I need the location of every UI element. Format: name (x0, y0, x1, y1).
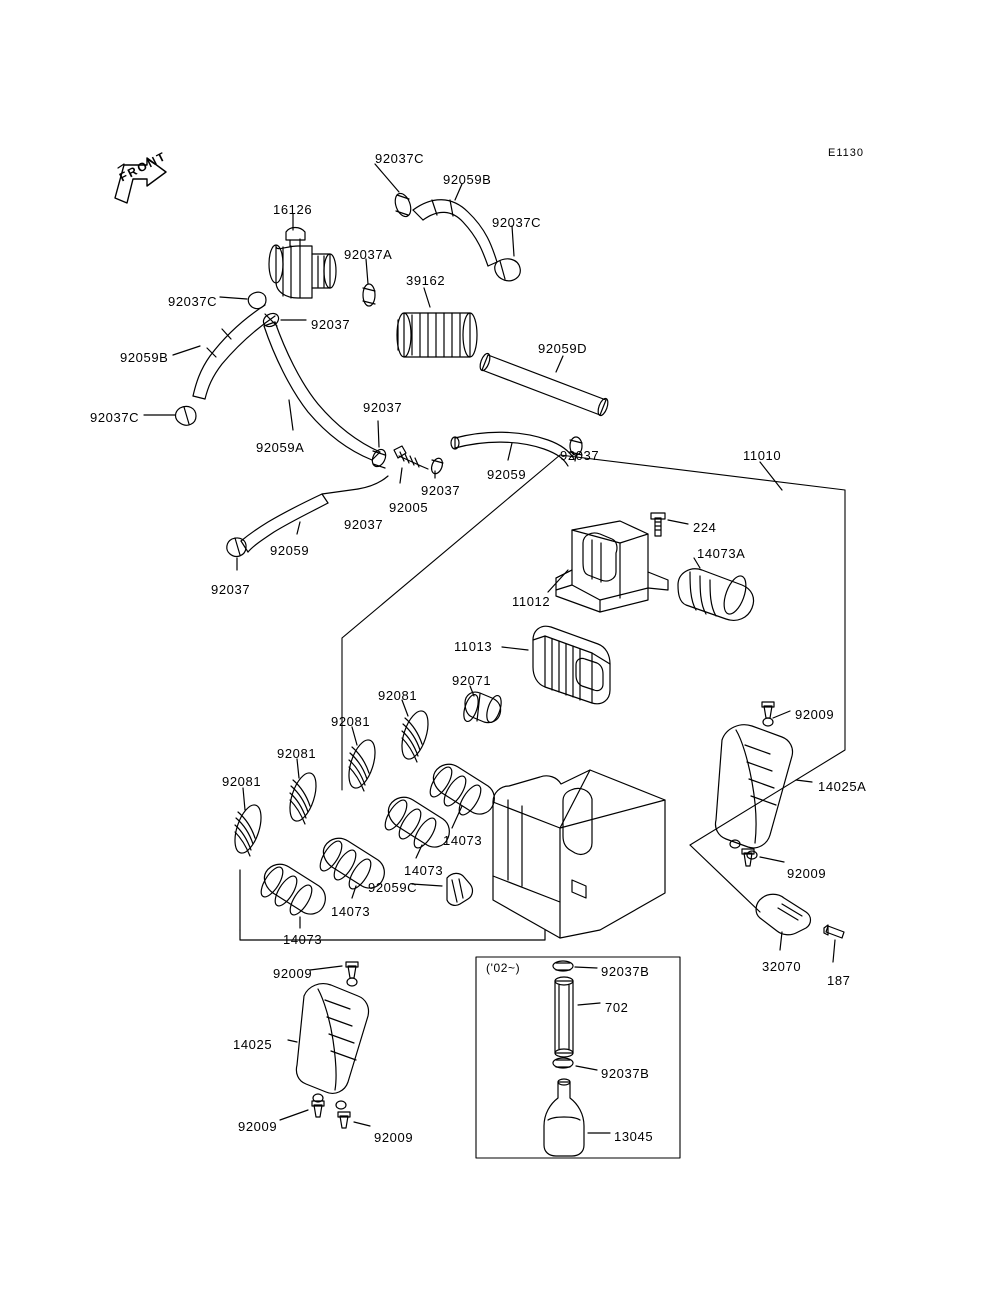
part-label: 92005 (389, 500, 429, 515)
part-label: 92009 (787, 866, 827, 881)
part-label: 702 (605, 1000, 629, 1015)
part-label: 92037 (363, 400, 403, 415)
part-92037C-top (392, 191, 413, 218)
part-92081-spring-2 (344, 737, 380, 791)
part-92059-right-hose (451, 432, 574, 466)
part-11013-filter (533, 626, 610, 704)
year-note-label: ('02~) (486, 961, 521, 975)
part-label: 13045 (614, 1129, 654, 1144)
part-92081-spring-1 (397, 708, 433, 762)
part-label: 92081 (222, 774, 262, 789)
part-92037C-bottomleft (176, 406, 197, 425)
part-92059D-hose (478, 352, 610, 417)
part-14073-duct-d (257, 864, 325, 918)
part-92037-bottom-plug (227, 538, 246, 556)
part-label: 39162 (406, 273, 446, 288)
part-11010-housing (493, 770, 665, 938)
part-label: 92037B (601, 1066, 650, 1081)
part-label: 11013 (454, 639, 493, 654)
part-label: 92037A (344, 247, 393, 262)
sheet-code-label: E1130 (828, 147, 864, 159)
inset-box-02-onward (476, 957, 680, 1158)
part-14025A-cover (715, 718, 792, 859)
part-92059C-elbow (447, 873, 472, 905)
part-label: 92037 (211, 582, 251, 597)
part-label: 224 (693, 520, 717, 535)
part-224-screw (651, 513, 665, 536)
part-label: 16126 (273, 202, 313, 217)
part-label: 92059D (538, 341, 588, 356)
part-label: 92081 (378, 688, 418, 703)
part-label: 11010 (743, 448, 782, 463)
part-label: 11012 (512, 594, 551, 609)
part-11012-cover (556, 521, 668, 612)
part-14073A-duct (678, 569, 754, 621)
part-92081-spring-4 (230, 802, 266, 856)
part-16126-valve (269, 228, 336, 299)
part-39162-tube (397, 313, 477, 357)
part-92081-spring-3 (285, 770, 321, 824)
part-label: 92059 (270, 543, 310, 558)
part-label: 32070 (762, 959, 802, 974)
part-label: 92059A (256, 440, 305, 455)
part-label: 92037 (344, 517, 384, 532)
part-92037C-right (495, 259, 520, 281)
part-label: 14073 (331, 904, 371, 919)
part-label: 92059 (487, 467, 527, 482)
part-label: 92037 (311, 317, 351, 332)
part-92059B-lower (193, 305, 275, 399)
part-label: 92037C (168, 294, 218, 309)
front-marker-label: FRONT (117, 148, 170, 185)
part-label: 92037 (560, 448, 600, 463)
part-label: 14073A (697, 546, 746, 561)
part-label: 92059C (368, 880, 418, 895)
part-92037B-lower (553, 1058, 573, 1068)
part-label: 92059B (443, 172, 492, 187)
part-label: 92009 (238, 1119, 278, 1134)
part-label: 92081 (277, 746, 317, 761)
part-92009-screw-l1 (346, 962, 358, 978)
part-92037B-upper (553, 961, 573, 971)
part-label: 14025 (233, 1037, 273, 1052)
part-92059B-upper (413, 200, 497, 266)
part-label: 14073 (283, 932, 323, 947)
part-label: 92037C (375, 151, 425, 166)
part-187-bolt (824, 925, 844, 938)
part-label: 92009 (273, 966, 313, 981)
part-label: 92009 (374, 1130, 414, 1145)
part-32070-bracket (756, 894, 810, 934)
part-702-tube (555, 977, 573, 1057)
part-label: 187 (827, 973, 851, 988)
part-14025-cover (296, 978, 368, 1109)
part-92071-grommet (461, 692, 504, 724)
part-92009-screw-l2 (312, 1101, 324, 1117)
part-14073-duct-b (381, 797, 449, 851)
part-label: 92059B (120, 350, 169, 365)
part-92037-near-92005 (430, 457, 445, 475)
part-label: 92081 (331, 714, 371, 729)
part-label: 92037C (90, 410, 140, 425)
part-label: 92037C (492, 215, 542, 230)
part-92009-screw-r1 (762, 702, 774, 718)
part-92005-fitting (394, 446, 428, 469)
part-label: 14073 (404, 863, 444, 878)
part-13045-bottle (544, 1079, 584, 1156)
part-label: 14025A (818, 779, 867, 794)
part-label: 92037 (421, 483, 461, 498)
part-label: 92009 (795, 707, 835, 722)
part-92059-lower-hose (241, 476, 388, 552)
part-label: 92071 (452, 673, 492, 688)
part-92037-mid-clamp (370, 447, 388, 468)
part-label: 14073 (443, 833, 483, 848)
part-label: 92037B (601, 964, 650, 979)
part-92009-screw-l3 (338, 1112, 350, 1128)
part-92037A-clamp (363, 284, 375, 306)
